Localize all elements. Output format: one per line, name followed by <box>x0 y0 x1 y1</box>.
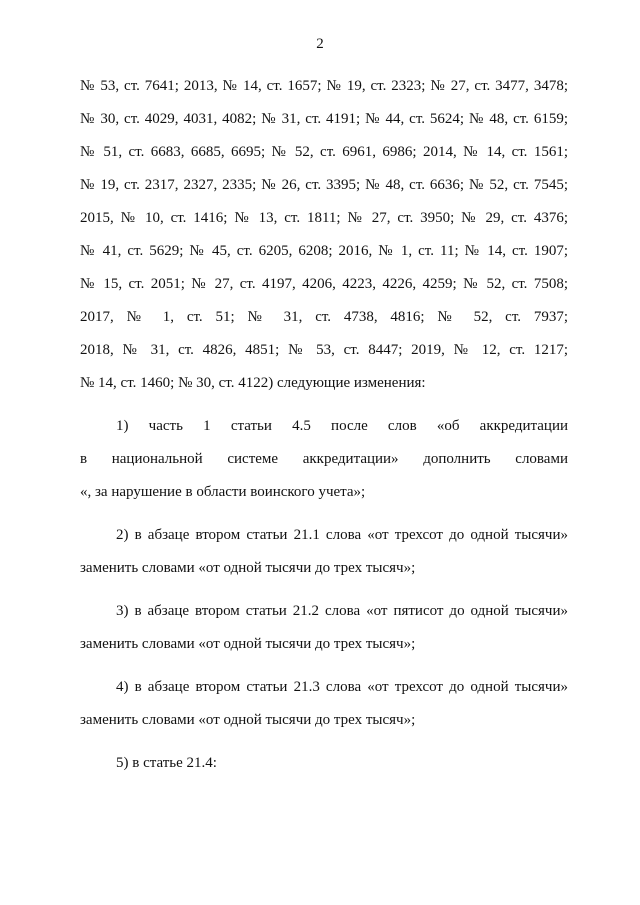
intro-line: № 53, ст. 7641; 2013, № 14, ст. 1657; № 19, ст. 2323; № 27, ст. 3477, 3478; <box>80 78 568 94</box>
intro-line-last: № 14, ст. 1460; № 30, ст. 4122) следующие изменения: <box>80 375 426 391</box>
item-first-line: 5) в статье 21.4: <box>116 755 217 771</box>
item-line-last: «, за нарушение в области воинского учета»; <box>80 484 366 500</box>
intro-paragraph <box>80 70 568 400</box>
item-first-line: 3) в абзаце втором статьи 21.2 слова «от пятисот до одной тысячи» <box>116 603 568 619</box>
item-2 <box>80 519 568 585</box>
item-5 <box>80 747 568 780</box>
intro-line: 2018, № 31, ст. 4826, 4851; № 53, ст. 8447; 2019, № 12, ст. 1217; <box>80 342 568 358</box>
intro-line: № 41, ст. 5629; № 45, ст. 6205, 6208; 2016, № 1, ст. 11; № 14, ст. 1907; <box>80 243 568 259</box>
item-line-last: заменить словами «от одной тысячи до трех тысяч»; <box>80 712 416 728</box>
intro-line: № 30, ст. 4029, 4031, 4082; № 31, ст. 4191; № 44, ст. 5624; № 48, ст. 6159; <box>80 111 568 127</box>
item-line: в национальной системе аккредитации» дополнить словами <box>80 451 568 467</box>
item-line-last: заменить словами «от одной тысячи до трех тысяч»; <box>80 560 416 576</box>
document-body <box>80 70 568 780</box>
item-first-line: 2) в абзаце втором статьи 21.1 слова «от трехсот до одной тысячи» <box>116 527 568 543</box>
item-3 <box>80 595 568 661</box>
intro-line: № 15, ст. 2051; № 27, ст. 4197, 4206, 4223, 4226, 4259; № 52, ст. 7508; <box>80 276 568 292</box>
item-1 <box>80 410 568 509</box>
intro-line: № 19, ст. 2317, 2327, 2335; № 26, ст. 3395; № 48, ст. 6636; № 52, ст. 7545; <box>80 177 568 193</box>
intro-line: 2017, № 1, ст. 51; № 31, ст. 4738, 4816; № 52, ст. 7937; <box>80 309 568 325</box>
item-4 <box>80 671 568 737</box>
item-first-line: 4) в абзаце втором статьи 21.3 слова «от трехсот до одной тысячи» <box>116 679 568 695</box>
page-number: 2 <box>316 36 324 52</box>
item-first-line: 1) часть 1 статьи 4.5 после слов «об аккредитации <box>116 418 568 434</box>
intro-line: 2015, № 10, ст. 1416; № 13, ст. 1811; № 27, ст. 3950; № 29, ст. 4376; <box>80 210 568 226</box>
intro-line: № 51, ст. 6683, 6685, 6695; № 52, ст. 6961, 6986; 2014, № 14, ст. 1561; <box>80 144 568 160</box>
item-line-last: заменить словами «от одной тысячи до трех тысяч»; <box>80 636 416 652</box>
